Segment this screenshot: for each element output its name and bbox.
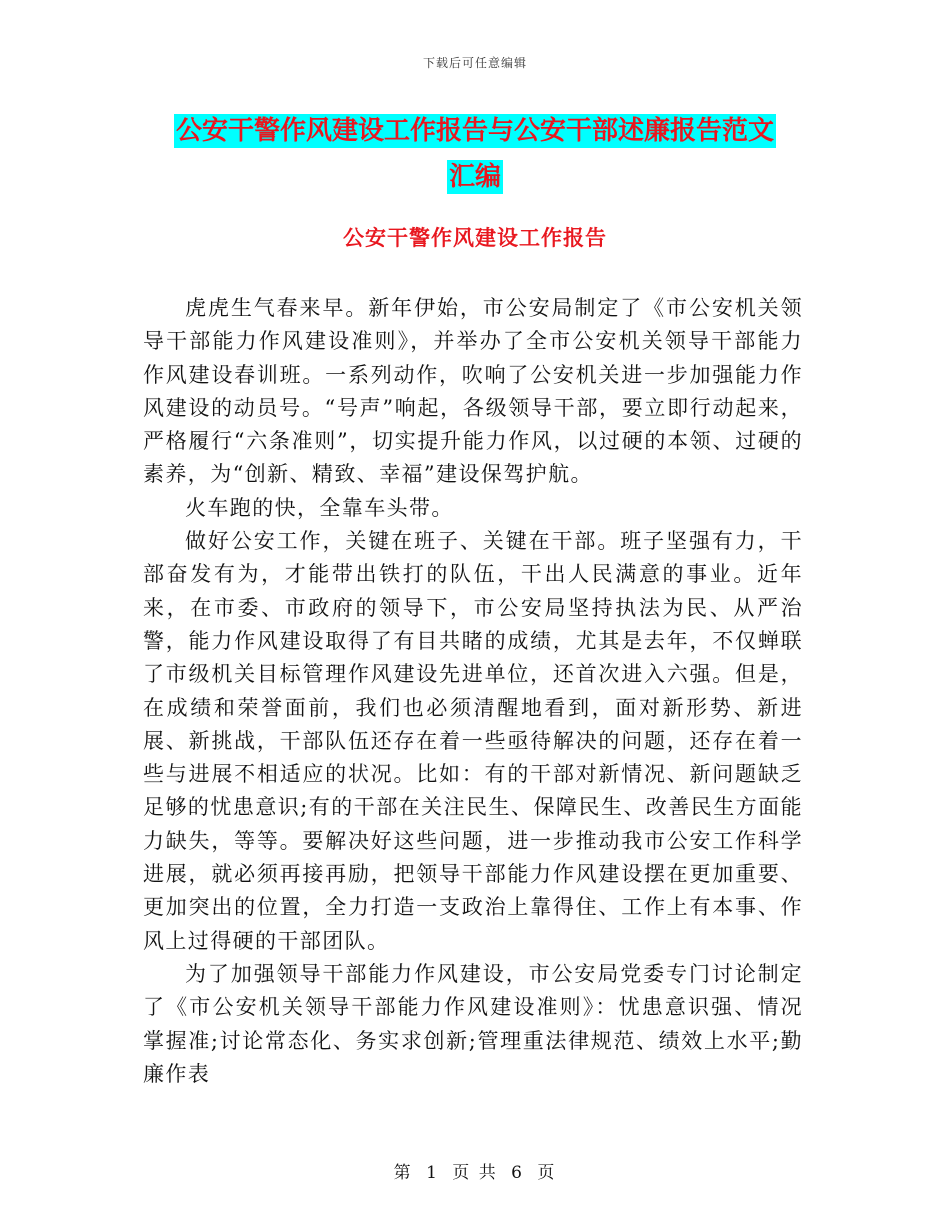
document-title bbox=[140, 108, 810, 200]
footer-middle: 页 共 bbox=[452, 1163, 498, 1183]
header-note: 下载后可任意编辑 bbox=[422, 56, 527, 70]
body-text bbox=[143, 292, 803, 1091]
footer-page-number: 1 bbox=[426, 1163, 439, 1183]
paragraph-3: 做好公安工作，关键在班子、关键在干部。班子坚强有力，干部奋发有为，才能带出铁打的队伍，干出人民满意的事业。近年来，在市委、市政府的领导下，市公安局坚持执法为民、从严治警，能力作风建设取得了有目共睹的成绩，尤其是去年，不仅蝉联了市级机关目标管理作风建设先进单位，还首次进入六强。但是，在成绩和荣誉面前，我们也必须清醒地看到，面对新形势、新进展、新挑战，干部队伍还存在着一些亟待解决的问题，还存在着一些与进展不相适应的状况。比如：有的干部对新情况、新问题缺乏足够的忧患意识;有的干部在关注民生、保障民生、改善民生方面能力缺失，等等。要解决好这些问题，进一步推动我市公安工作科学进展，就必须再接再励，把领导干部能力作风建设摆在更加重要、更加突出的位置，全力打造一支政治上靠得住、工作上有本事、作风上过得硬的干部团队。 bbox=[143, 529, 803, 953]
paragraph-4: 为了加强领导干部能力作风建设，市公安局党委专门讨论制定了《市公安机关领导干部能力作风建设准则》：忧患意识强、情况掌握准;讨论常态化、务实求创新;管理重法律规范、绩效上水平;勤廉作表 bbox=[143, 961, 803, 1086]
document-title-line-1: 公安干警作风建设工作报告与公安干部述廉报告范文 bbox=[175, 116, 774, 146]
paragraph-2: 火车跑的快，全靠车头带。 bbox=[185, 495, 454, 520]
footer-suffix: 页 bbox=[537, 1163, 557, 1183]
footer-prefix: 第 bbox=[393, 1163, 413, 1183]
footer-total-pages: 6 bbox=[511, 1163, 524, 1183]
document-title-line-2: 汇编 bbox=[448, 162, 501, 192]
section-title: 公安干警作风建设工作报告 bbox=[343, 225, 607, 250]
paragraph-1: 虎虎生气春来早。新年伊始，市公安局制定了《市公安机关领导干部能力作风建设准则》，并举办了全市公安机关领导干部能力作风建设春训班。一系列动作，吹响了公安机关进一步加强能力作风建设的动员号。“号声”响起，各级领导干部，要立即行动起来，严格履行“六条准则”，切实提升能力作风，以过硬的本领、过硬的素养，为“创新、精致、幸福”建设保驾护航。 bbox=[143, 296, 803, 487]
page-footer bbox=[0, 1158, 950, 1183]
